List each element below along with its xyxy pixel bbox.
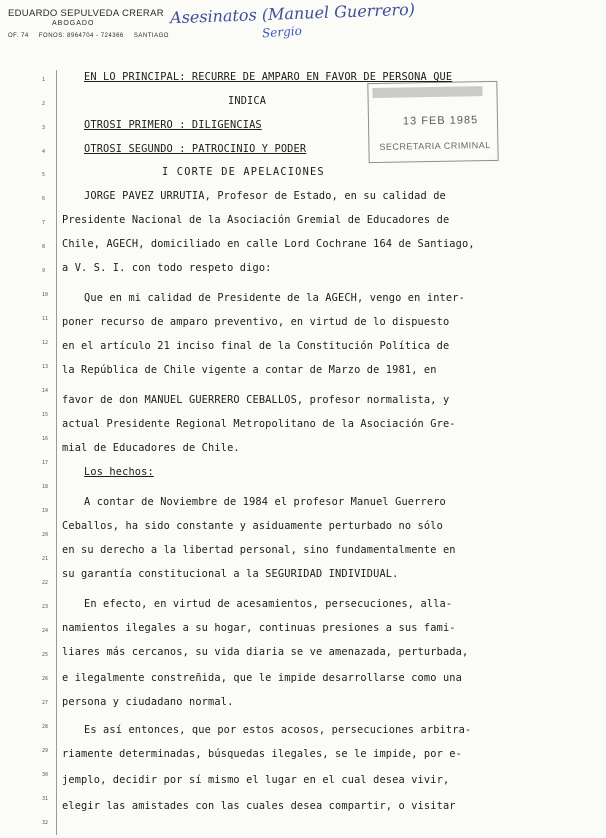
line-number: 25	[42, 652, 49, 658]
line-number: 29	[42, 748, 49, 754]
line-number: 21	[42, 556, 49, 562]
line-number: 15	[42, 412, 49, 418]
court-addressee: I CORTE DE APELACIONES	[162, 166, 325, 178]
text-line: en el artículo 21 inciso final de la Constitución Política de	[62, 340, 450, 352]
line-number: 3	[42, 125, 46, 131]
text-line: Presidente Nacional de la Asociación Gremial de Educadores de	[62, 214, 450, 226]
text-line: JORGE PAVEZ URRUTIA, Profesor de Estado, en su calidad de	[84, 190, 446, 202]
line-number: 6	[42, 196, 46, 202]
text-line: e ilegalmente constreñida, que le impide desarrollarse como una	[62, 672, 463, 684]
stamp-org: SECRETARIA CRIMINAL	[379, 139, 491, 152]
line-number: 7	[42, 220, 46, 226]
letterhead-phones: FONOS: 8964704 - 724366	[38, 33, 124, 39]
text-line: actual Presidente Regional Metropolitano de la Asociación Gre-	[62, 418, 456, 430]
line-number: 12	[42, 340, 49, 346]
stamp-date: 13 FEB 1985	[402, 114, 479, 128]
line-number: 4	[42, 149, 46, 155]
margin-rule	[56, 70, 57, 835]
letterhead-contact	[8, 33, 177, 39]
line-number: 2	[42, 101, 46, 107]
line-number: 5	[42, 172, 46, 178]
handwritten-note: Asesinatos (Manuel Guerrero)	[169, 0, 416, 28]
text-line: a V. S. I. con todo respeto digo:	[62, 262, 272, 274]
text-line: Que en mi calidad de Presidente de la AGECH, vengo en inter-	[84, 292, 465, 304]
line-number: 18	[42, 484, 49, 490]
letterhead-address: OF. 74	[8, 33, 29, 39]
text-line: en su derecho a la libertad personal, sino fundamentalmente en	[62, 544, 456, 556]
text-line: poner recurso de amparo preventivo, en virtud de lo dispuesto	[62, 316, 450, 328]
stamp-bar	[372, 86, 482, 98]
court-stamp	[367, 81, 498, 163]
line-number: 30	[42, 772, 49, 778]
letterhead	[8, 8, 177, 39]
text-line: liares más cercanos, su vida diaria se ve amenazada, perturbada,	[62, 646, 469, 658]
letterhead-city: SANTIAGO	[133, 33, 169, 39]
line-number: 28	[42, 724, 49, 730]
line-number: 20	[42, 532, 49, 538]
line-number: 23	[42, 604, 49, 610]
text-line: A contar de Noviembre de 1984 el profesor Manuel Guerrero	[84, 496, 446, 508]
handwritten-signature: Sergio	[261, 23, 303, 41]
text-line: jemplo, decidir por sí mismo el lugar en el cual desea vivir,	[62, 774, 450, 786]
line-number: 31	[42, 796, 49, 802]
text-line: su garantía constitucional a la SEGURIDAD INDIVIDUAL.	[62, 568, 399, 580]
text-line: favor de don MANUEL GUERRERO CEBALLOS, profesor normalista, y	[62, 394, 450, 406]
line-number: 24	[42, 628, 49, 634]
line-number: 13	[42, 364, 49, 370]
letterhead-name: EDUARDO SEPULVEDA CRERAR	[8, 8, 164, 19]
text-line: namientos ilegales a su hogar, continuas presiones a sus fami-	[62, 622, 456, 634]
line-number: 9	[42, 268, 46, 274]
text-line: elegir las amistades con las cuales desea compartir, o visitar	[62, 800, 456, 812]
text-line: la República de Chile vigente a contar de Marzo de 1981, en	[62, 364, 437, 376]
text-line: Es así entonces, que por estos acosos, persecuciones arbitra-	[84, 724, 472, 736]
line-number: 11	[42, 316, 49, 322]
line-number: 19	[42, 508, 49, 514]
heading-otrosi-primero: OTROSI PRIMERO : DILIGENCIAS	[84, 119, 262, 131]
heading-principal: EN LO PRINCIPAL: RECURRE DE AMPARO EN FAVOR DE PERSONA QUE	[84, 71, 453, 83]
line-number: 14	[42, 388, 49, 394]
line-number: 10	[42, 292, 49, 298]
line-number: 17	[42, 460, 49, 466]
heading-otrosi-segundo: OTROSI SEGUNDO : PATROCINIO Y PODER	[84, 143, 307, 155]
text-line: riamente determinadas, búsquedas ilegales, se le impide, por e-	[62, 748, 463, 760]
section-heading: Los hechos:	[84, 466, 154, 478]
line-number: 8	[42, 244, 46, 250]
text-line: persona y ciudadano normal.	[62, 696, 234, 708]
line-number: 32	[42, 820, 49, 826]
line-number: 27	[42, 700, 49, 706]
text-line: Ceballos, ha sido constante y asiduamente perturbado no sólo	[62, 520, 443, 532]
text-line: En efecto, en virtud de acesamientos, persecuciones, alla-	[84, 598, 453, 610]
line-number: 16	[42, 436, 49, 442]
line-number: 1	[42, 77, 46, 83]
line-number: 22	[42, 580, 49, 586]
line-number: 26	[42, 676, 49, 682]
letterhead-role: ABOGADO	[52, 20, 95, 27]
text-line: mial de Educadores de Chile.	[62, 442, 240, 454]
heading-principal-cont: INDICA	[228, 95, 267, 107]
text-line: Chile, AGECH, domiciliado en calle Lord Cochrane 164 de Santiago,	[62, 238, 475, 250]
